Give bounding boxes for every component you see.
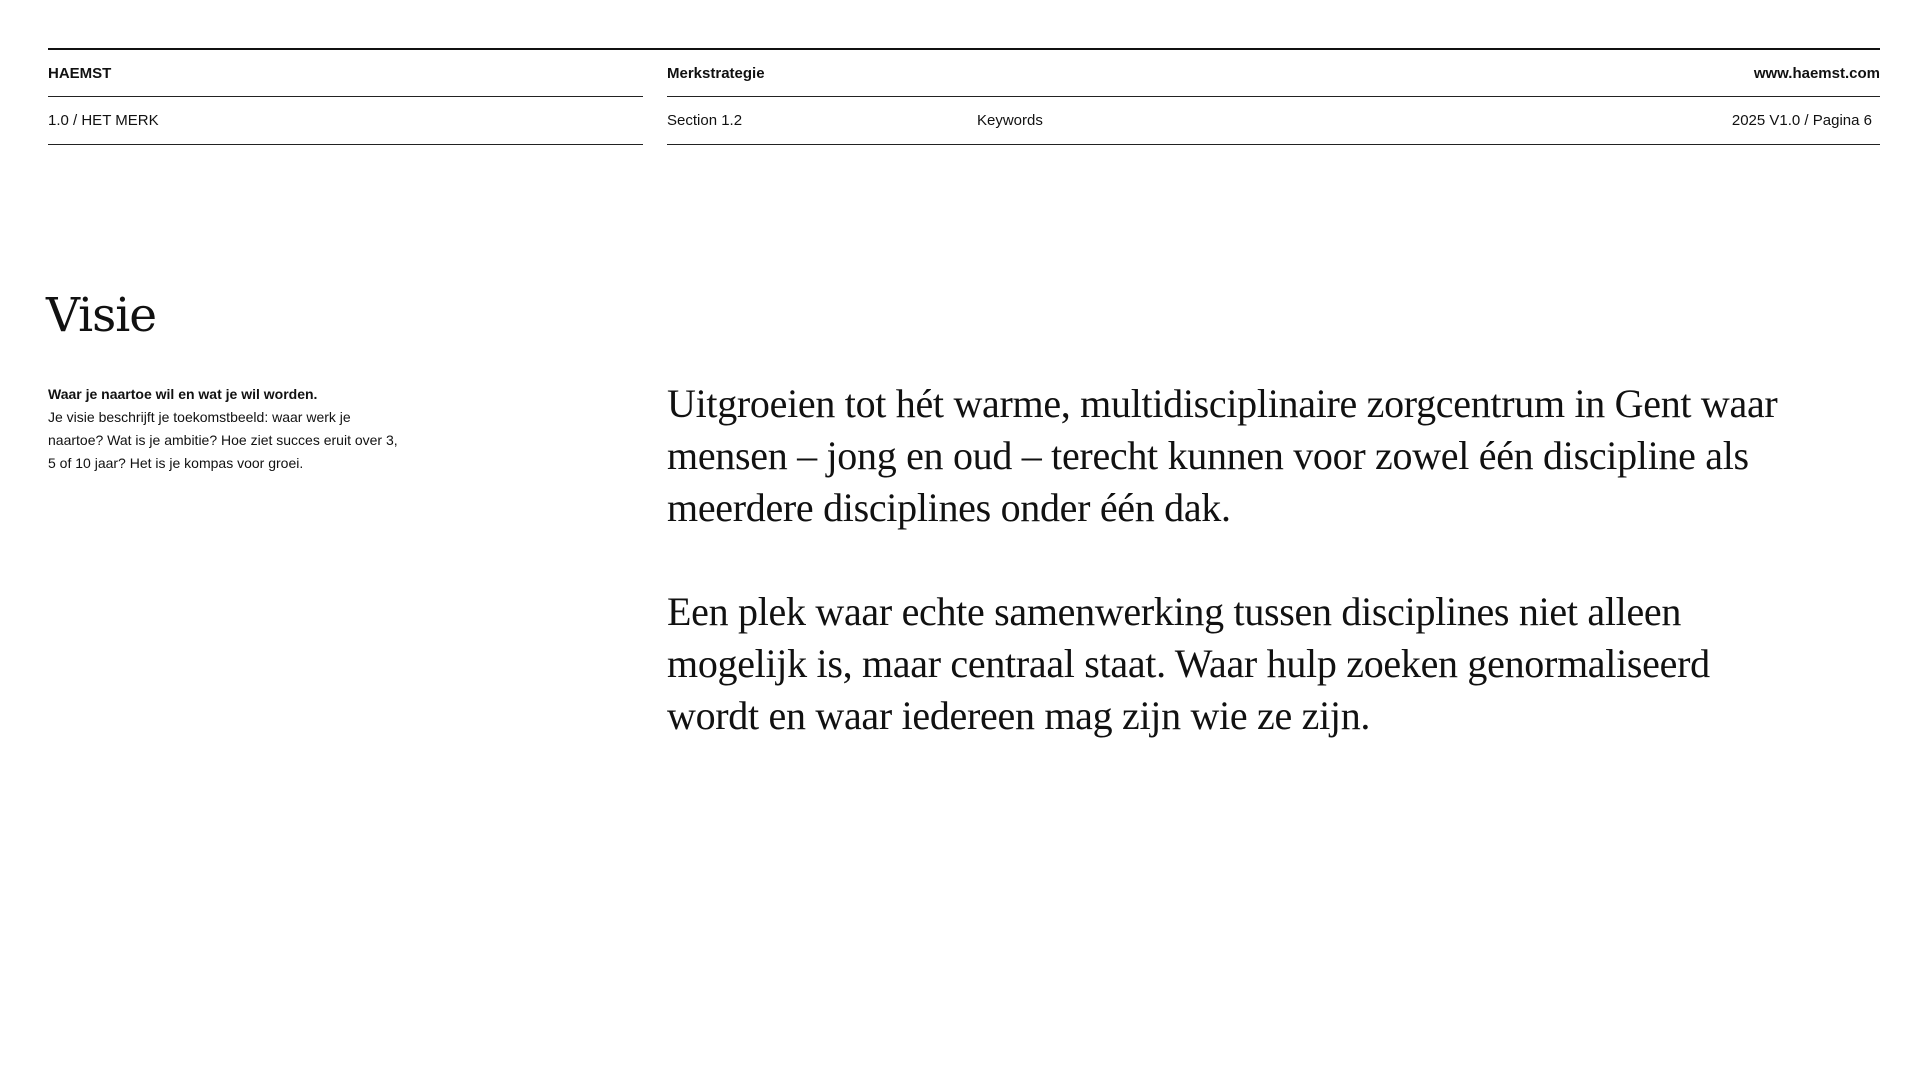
document-title: Merkstrategie (667, 65, 765, 82)
version-label: 2025 V1.0 / Pagina (1731, 112, 1860, 129)
header-divider-right-1 (667, 96, 1880, 97)
website-link[interactable]: www.haemst.com (1753, 65, 1880, 82)
intro-lead: Waar je naartoe wil en wat je wil worden. (48, 386, 318, 402)
chapter-label: 1.0 / HET MERK (48, 112, 159, 129)
section-label: Section 1.2 (667, 112, 743, 129)
vision-paragraph-2: Een plek waar echte samenwerking tussen disciplines niet alleen mogelijk is, maar centraal staat. Waar hulp zoeken genormaliseerd wordt en waar iedereen mag zijn wie ze zijn. (667, 589, 1710, 738)
topic-label: Keywords (977, 112, 1043, 129)
header-divider-right-2 (667, 144, 1880, 145)
brand-name: HAEMST (48, 65, 112, 82)
header-divider-left-1 (48, 96, 643, 97)
vision-paragraph-1: Uitgroeien tot hét warme, multidisciplinaire zorgcentrum in Gent waar mensen – jong en oud – terecht kunnen voor zowel één discipline als meerdere disciplines onder één dak. (667, 381, 1778, 530)
header-top-rule (48, 48, 1880, 50)
intro-body: Je visie beschrijft je toekomstbeeld: waar werk je naartoe? Wat is je ambitie? Hoe ziet succes eruit over 3, 5 of 10 jaar? Het is je kompas voor groei. (48, 409, 398, 471)
intro-description (48, 383, 408, 475)
vision-statement (667, 378, 1797, 794)
header-divider-left-2 (48, 144, 643, 145)
page-title: Visie (46, 288, 157, 343)
page-number: 6 (1863, 112, 1872, 129)
page-info (1732, 112, 1872, 130)
